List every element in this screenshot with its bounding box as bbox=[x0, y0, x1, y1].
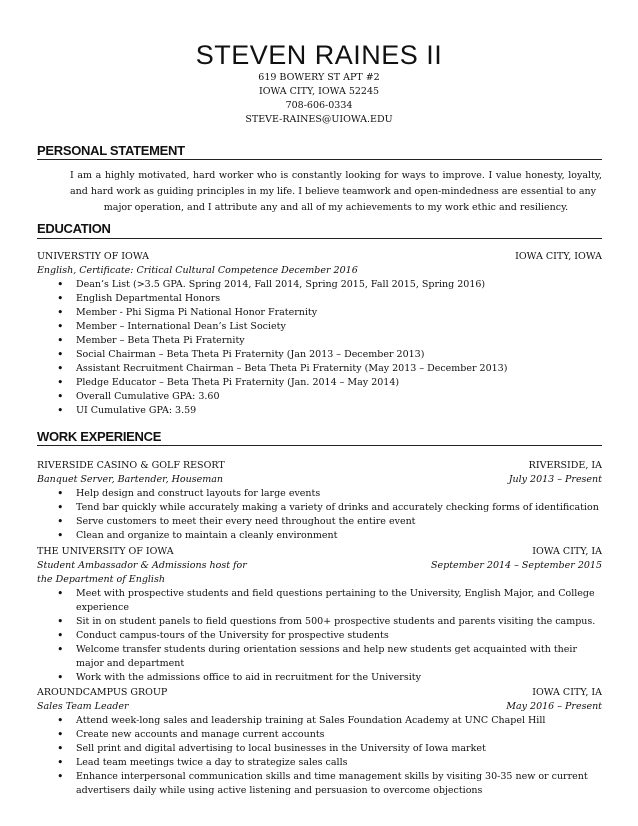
job-dates: July 2013 – Present bbox=[508, 474, 602, 485]
employer-location: IOWA CITY, IA bbox=[532, 687, 602, 698]
job-role-continued: the Department of English bbox=[37, 574, 165, 585]
job-dates: September 2014 – September 2015 bbox=[431, 560, 602, 571]
job-dates: May 2016 – Present bbox=[506, 701, 602, 712]
address-line-2: IOWA CITY, IOWA 52245 bbox=[258, 86, 380, 97]
section-title-work-experience: WORK EXPERIENCE bbox=[37, 429, 162, 444]
degree: English, Certificate: Critical Cultural Competence December 2016 bbox=[37, 265, 358, 276]
list-item: • Clean and organize to maintain a cleanly environment bbox=[0, 529, 638, 543]
statement-body: I am a highly motivated, hard worker who is constantly looking for ways to improve. I value honesty, loyalty, and hard work as guiding principles in my life. I believe teamwork and open-mindedness are essential to any bbox=[70, 170, 602, 197]
employer-location: RIVERSIDE, IA bbox=[528, 460, 602, 471]
job-role: Sales Team Leader bbox=[37, 701, 129, 712]
employer-location: IOWA CITY, IA bbox=[532, 546, 602, 557]
list-item: • Attend week-long sales and leadership training at Sales Foundation Academy at UNC Chapel Hill bbox=[0, 714, 638, 728]
section-divider bbox=[37, 159, 602, 160]
section-title-personal-statement: PERSONAL STATEMENT bbox=[37, 143, 185, 158]
list-item: • Create new accounts and manage current accounts bbox=[0, 728, 638, 742]
job-bullets bbox=[0, 714, 638, 798]
list-item: • Meet with prospective students and field questions pertaining to the University, English Major, and College experience bbox=[0, 587, 638, 615]
job-bullets bbox=[0, 487, 638, 543]
job-role: Student Ambassador & Admissions host for bbox=[37, 560, 247, 571]
email: STEVE-RAINES@UIOWA.EDU bbox=[245, 114, 393, 125]
list-item: • Sell print and digital advertising to local businesses in the University of Iowa market bbox=[0, 742, 638, 756]
education-bullets bbox=[0, 278, 638, 418]
address-line-1: 619 BOWERY ST APT #2 bbox=[258, 72, 380, 83]
list-item: • Member - Phi Sigma Pi National Honor Fraternity bbox=[0, 306, 638, 320]
list-item: • English Departmental Honors bbox=[0, 292, 638, 306]
list-item: • Sit in on student panels to field questions from 500+ prospective students and parents visiting the campus. bbox=[0, 615, 638, 629]
list-item: • Tend bar quickly while accurately making a variety of drinks and accurately checking forms of identification bbox=[0, 501, 638, 515]
list-item: • Welcome transfer students during orientation sessions and help new students get acquainted with their major and department bbox=[0, 643, 638, 671]
list-item: • Member – Beta Theta Pi Fraternity bbox=[0, 334, 638, 348]
resume-name: STEVEN RAINES II bbox=[195, 40, 443, 70]
list-item: • UI Cumulative GPA: 3.59 bbox=[0, 404, 638, 418]
section-title-education: EDUCATION bbox=[37, 221, 111, 236]
list-item: • Assistant Recruitment Chairman – Beta Theta Pi Fraternity (May 2013 – December 2013) bbox=[0, 362, 638, 376]
list-item: • Lead team meetings twice a day to strategize sales calls bbox=[0, 756, 638, 770]
phone: 708-606-0334 bbox=[285, 100, 353, 111]
list-item: • Pledge Educator – Beta Theta Pi Fraternity (Jan. 2014 – May 2014) bbox=[0, 376, 638, 390]
school-name: UNIVERSTIY OF IOWA bbox=[37, 251, 150, 262]
job-bullets bbox=[0, 587, 638, 685]
list-item: • Work with the admissions office to aid in recruitment for the University bbox=[0, 671, 638, 685]
section-divider bbox=[37, 238, 602, 239]
list-item: • Enhance interpersonal communication skills and time management skills by visiting 30-35 new or current advertisers daily while using active listening and persuasion to overcome objections bbox=[0, 770, 638, 798]
list-item: • Help design and construct layouts for large events bbox=[0, 487, 638, 501]
list-item: • Serve customers to meet their every need throughout the entire event bbox=[0, 515, 638, 529]
statement-last-line: major operation, and I attribute any and all of my achievements to my work ethic and resiliency. bbox=[103, 202, 569, 213]
school-location: IOWA CITY, IOWA bbox=[515, 251, 602, 262]
personal-statement-text bbox=[70, 168, 602, 216]
list-item: • Social Chairman – Beta Theta Pi Fraternity (Jan 2013 – December 2013) bbox=[0, 348, 638, 362]
list-item: • Conduct campus-tours of the University for prospective students bbox=[0, 629, 638, 643]
list-item: • Dean’s List (>3.5 GPA. Spring 2014, Fall 2014, Spring 2015, Fall 2015, Spring 2016) bbox=[0, 278, 638, 292]
section-divider bbox=[37, 445, 602, 446]
employer-name: AROUNDCAMPUS GROUP bbox=[37, 687, 168, 698]
list-item: • Member – International Dean’s List Society bbox=[0, 320, 638, 334]
employer-name: RIVERSIDE CASINO & GOLF RESORT bbox=[37, 460, 225, 471]
job-role: Banquet Server, Bartender, Houseman bbox=[37, 474, 224, 485]
list-item: • Overall Cumulative GPA: 3.60 bbox=[0, 390, 638, 404]
employer-name: THE UNIVERSITY OF IOWA bbox=[37, 546, 174, 557]
